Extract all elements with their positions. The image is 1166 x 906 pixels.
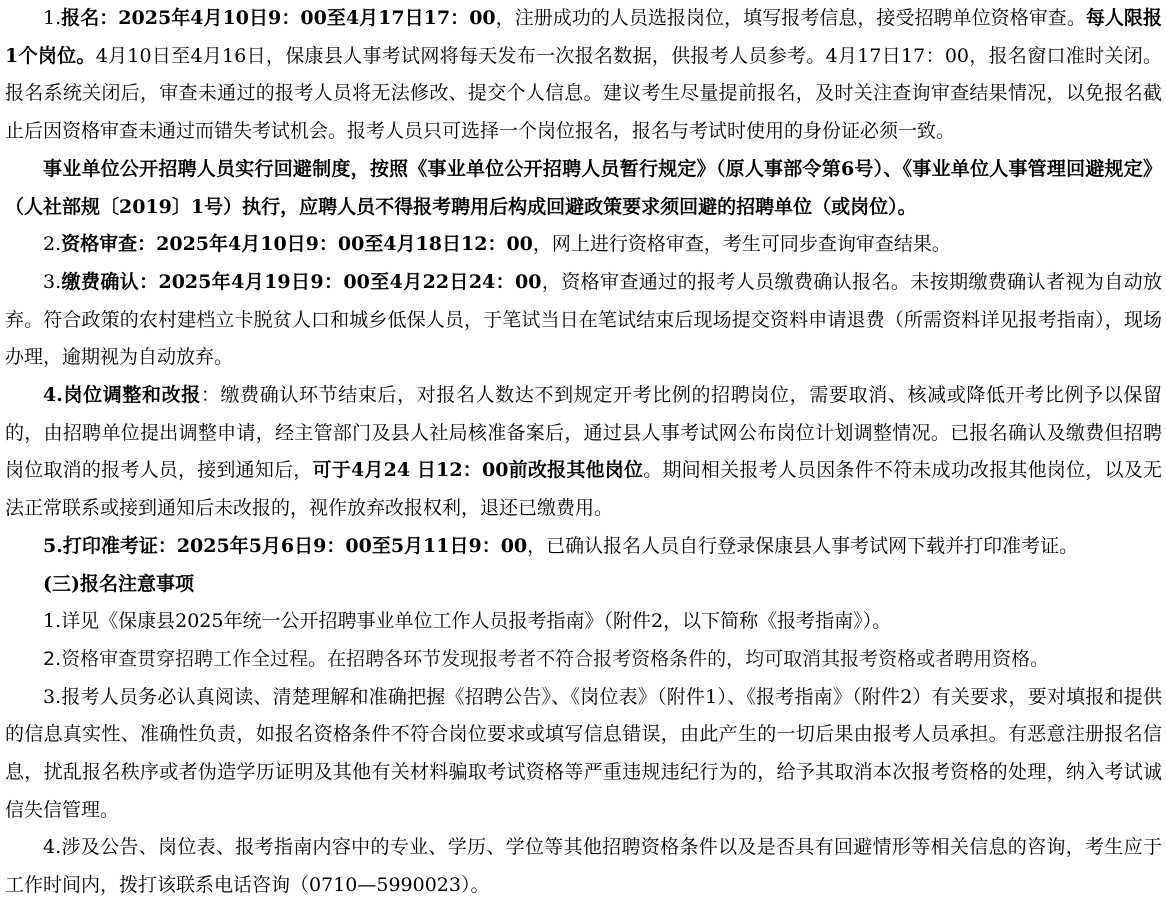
step-text: ，注册成功的人员选报岗位，填写报考信息，接受招聘单位资格审查。 — [495, 7, 1086, 29]
step-title: 4.岗位调整和改报 — [43, 384, 201, 407]
step-number: 2. — [43, 233, 62, 256]
step-text: 。期间相关报考人员因条件不符未成功改报其他岗位，以及无法正常联系或接到通知后未改报的，视作放弃改报权利，退还已缴费用。 — [5, 459, 1162, 520]
step-emphasis: 每人限报1个岗位。 — [5, 7, 1162, 67]
step-number: 1. — [43, 7, 62, 29]
step-title: 5.打印准考证：2025年5月6日9：00至5月11日9：00 — [43, 534, 528, 557]
step-position-adjustment — [5, 377, 1162, 528]
step-registration — [5, 0, 1162, 151]
step-print-admission-ticket — [5, 528, 1162, 566]
step-qualification-review — [5, 226, 1162, 264]
step-text: ，资格审查通过的报考人员缴费确认报名。未按期缴费确认者视为自动放弃。符合政策的农村建档立卡脱贫人口和城乡低保人员，于笔试当日在笔试结束后现场提交资料申请退费（所需资料详见报考指南），现场办理，逾期视为自动放弃。 — [5, 270, 1162, 369]
note-item: 4.涉及公告、岗位表、报考指南内容中的专业、学历、学位等其他招聘资格条件以及是否具有回避情形等相关信息的咨询，考生应于工作时间内，拨打该联系电话咨询（0710—5990023）。 — [5, 836, 1162, 897]
step-text: 4月10日至4月16日，保康县人事考试网将每天发布一次报名数据，供报考人员参考。4月17日17：00，报名窗口准时关闭。报名系统关闭后，审查未通过的报考人员将无法修改、提交个人信息。建议考生尽量提前报名，及时关注查询审查结果情况，以免报名截止后因资格审查未通过而错失考试机会。报考人员只可选择一个岗位报名，报名与考试时使用的身份证必须一致。 — [5, 44, 1162, 143]
step-number: 3. — [43, 270, 62, 293]
step-title: 报名：2025年4月10日9：00至4月17日17：00 — [61, 7, 496, 29]
step-payment-confirmation — [5, 264, 1162, 377]
note-item: 1.详见《保康县2025年统一公开招聘事业单位工作人员报考指南》（附件2，以下简称《报考指南》）。 — [43, 610, 892, 633]
step-title: 资格审查：2025年4月10日9：00至4月18日12：00 — [61, 233, 533, 256]
note-item: 2.资格审查贯穿招聘工作全过程。在招聘各环节发现报考者不符合报考资格条件的，均可取消其报考资格或者聘用资格。 — [43, 647, 1050, 670]
step-text: ，已确认报名人员自行登录保康县人事考试网下载并打印准考证。 — [527, 534, 1079, 557]
step-title: 缴费确认：2025年4月19日9：00至4月22日24：00 — [61, 270, 542, 293]
note-item: 3.报考人员务必认真阅读、清楚理解和准确把握《招聘公告》、《岗位表》（附件1）、《报考指南》（附件2）有关要求，要对填报和提供的信息真实性、准确性负责，如报名资格条件不符合岗位要求或填写信息错误，由此产生的一切后果由报考人员承担。有恶意注册报名信息，扰乱报名秩序或者伪造学历证明及其他有关材料骗取考试资格等严重违规违纪行为的，给予其取消本次报考资格的处理，纳入考试诚信失信管理。 — [5, 685, 1162, 821]
avoidance-rule — [5, 151, 1162, 226]
step-text: ：缴费确认环节结束后，对报名人数达不到规定开考比例的招聘岗位，需要取消、核减或降低开考比例予以保留的，由招聘单位提出调整申请，经主管部门及县人社局核准备案后，通过县人事考试网公布岗位计划调整情况。已报名确认及缴费但招聘岗位取消的报考人员，接到通知后， — [5, 384, 1162, 482]
step-emphasis: 可于4月24 日12：00前改报其他岗位 — [312, 459, 644, 482]
section-heading: (三)报名注意事项 — [43, 572, 194, 595]
avoidance-rule-text: 事业单位公开招聘人员实行回避制度，按照《事业单位公开招聘人员暂行规定》（原人事部令第6号）、《事业单位人事管理回避规定》（人社部规〔2019〕1号）执行，应聘人员不得报考聘用后构成回避政策要求须回避的招聘单位（或岗位）。 — [5, 157, 1162, 218]
step-text: ，网上进行资格审查，考生可同步查询审查结果。 — [532, 233, 951, 256]
